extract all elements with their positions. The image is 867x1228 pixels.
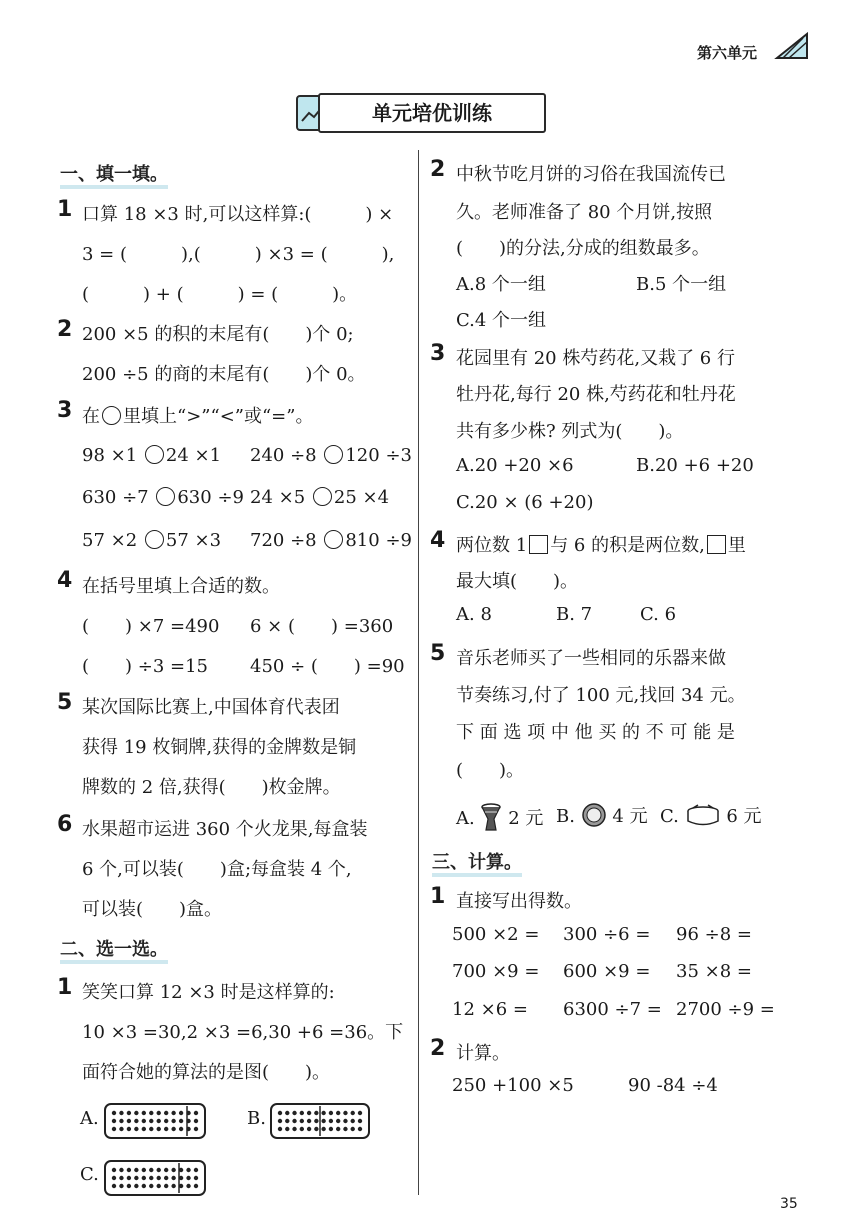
dot xyxy=(186,1184,190,1188)
r-q5-opt-b: B. 4 元 xyxy=(556,802,648,828)
q2-line1: 200 ×5 的积的末尾有( )个 0; xyxy=(82,324,354,345)
dot xyxy=(171,1127,175,1131)
dot xyxy=(149,1184,153,1188)
dot xyxy=(142,1119,146,1123)
q-number: 1 xyxy=(57,197,73,222)
dot xyxy=(314,1127,318,1131)
dot xyxy=(300,1127,304,1131)
dot xyxy=(300,1111,304,1115)
dot xyxy=(307,1127,311,1131)
q4-a: ( ) ×7 =490 xyxy=(82,616,220,637)
r-q3-line2: 牡丹花,每行 20 株,芍药花和牡丹花 xyxy=(456,384,736,405)
dot xyxy=(142,1111,146,1115)
q6-line1: 水果超市运进 360 个火龙果,每盒装 xyxy=(82,819,368,840)
dot xyxy=(157,1119,161,1123)
dot xyxy=(194,1111,198,1115)
dot xyxy=(351,1127,355,1131)
dot xyxy=(119,1119,123,1123)
column-divider xyxy=(418,150,419,1195)
q6-line2: 6 个,可以装( )盒;每盒装 4 个, xyxy=(82,859,352,880)
q5-line3: 牌数的 2 倍,获得( )枚金牌。 xyxy=(82,777,341,798)
dot xyxy=(321,1127,325,1131)
calc-item: 600 ×9 = xyxy=(563,961,651,982)
dot xyxy=(149,1119,153,1123)
section-calc: 三、计算。 xyxy=(432,848,522,874)
dot xyxy=(292,1127,296,1131)
dot xyxy=(149,1111,153,1115)
dot xyxy=(171,1168,175,1172)
dot xyxy=(285,1119,289,1123)
section-fill: 一、填一填。 xyxy=(60,160,168,186)
r-q4-line2: 最大填( )。 xyxy=(456,571,579,592)
q3-row: 98 ×1 24 ×1 xyxy=(82,445,222,466)
q-number: 1 xyxy=(430,884,446,909)
r-q3-opt-c: C.20 × (6 +20) xyxy=(456,492,594,513)
q-number: 1 xyxy=(57,975,73,1000)
dot xyxy=(127,1127,131,1131)
r-q2-opt-b: B.5 个一组 xyxy=(636,274,727,295)
dot xyxy=(119,1111,123,1115)
dot xyxy=(343,1127,347,1131)
dot xyxy=(300,1119,304,1123)
q4-line1: 在括号里填上合适的数。 xyxy=(82,576,280,597)
dot xyxy=(358,1111,362,1115)
dot xyxy=(134,1168,138,1172)
dot xyxy=(119,1127,123,1131)
dot xyxy=(292,1119,296,1123)
section-choose: 二、选一选。 xyxy=(60,935,168,961)
dot xyxy=(112,1111,116,1115)
r-q2-line2: 久。老师准备了 80 个月饼,按照 xyxy=(456,202,713,223)
option-a-label: A. xyxy=(80,1108,99,1129)
r-q4-line1: 两位数 1 与 6 的积是两位数, 里 xyxy=(456,535,746,556)
dot xyxy=(329,1127,333,1131)
dot xyxy=(112,1168,116,1172)
r-q5-line4: ( )。 xyxy=(456,760,525,781)
dot xyxy=(134,1119,138,1123)
calc-item: 6300 ÷7 = xyxy=(563,999,662,1020)
r-q7-line1: 计算。 xyxy=(456,1043,510,1064)
dot xyxy=(134,1176,138,1180)
dot xyxy=(119,1176,123,1180)
dot xyxy=(186,1168,190,1172)
dot xyxy=(134,1111,138,1115)
q-number: 2 xyxy=(57,317,73,342)
dot xyxy=(358,1127,362,1131)
square-box-icon xyxy=(707,535,726,554)
dot xyxy=(134,1127,138,1131)
dot xyxy=(194,1184,198,1188)
q6-line3: 可以装( )盒。 xyxy=(82,899,223,920)
dot xyxy=(329,1111,333,1115)
dot xyxy=(164,1184,168,1188)
dot xyxy=(292,1111,296,1115)
dot-array-figure-c xyxy=(104,1160,206,1196)
drum-djembe-icon xyxy=(480,802,502,832)
drum-icon xyxy=(685,804,721,828)
dot xyxy=(278,1111,282,1115)
option-c-label: C. xyxy=(80,1164,99,1185)
dot xyxy=(171,1176,175,1180)
q-number: 3 xyxy=(430,341,446,366)
page-title: 单元培优训练 xyxy=(318,93,546,133)
r-q5-line3: 下 面 选 项 中 他 买 的 不 可 能 是 xyxy=(456,722,735,743)
tambourine-icon xyxy=(581,802,607,828)
dot xyxy=(351,1111,355,1115)
dot xyxy=(119,1184,123,1188)
calc-item: 2700 ÷9 = xyxy=(676,999,775,1020)
q1-line2: 3 = ( ),( ) ×3 = ( ), xyxy=(82,244,395,265)
dot xyxy=(157,1184,161,1188)
q-number: 2 xyxy=(430,1036,446,1061)
calc-expr-2: 90 -84 ÷4 xyxy=(628,1075,718,1096)
calc-item: 35 ×8 = xyxy=(676,961,752,982)
r-q4-opt-b: B. 7 xyxy=(556,604,593,625)
dot xyxy=(278,1127,282,1131)
r-q2-line1: 中秋节吃月饼的习俗在我国流传已 xyxy=(456,164,726,185)
dot xyxy=(112,1184,116,1188)
r-q2-opt-c: C.4 个一组 xyxy=(456,310,547,331)
dot xyxy=(321,1119,325,1123)
dot xyxy=(157,1127,161,1131)
dot xyxy=(314,1119,318,1123)
r-q4-opt-c: C. 6 xyxy=(640,604,677,625)
q-number: 4 xyxy=(57,568,73,593)
dot xyxy=(336,1127,340,1131)
calc-item: 12 ×6 = xyxy=(452,999,528,1020)
q-number: 5 xyxy=(430,641,446,666)
dot xyxy=(336,1111,340,1115)
dot xyxy=(343,1111,347,1115)
q4-d: 450 ÷ ( ) =90 xyxy=(250,656,405,677)
calc-item: 500 ×2 = xyxy=(452,924,540,945)
r-q2-opt-a: A.8 个一组 xyxy=(456,274,546,295)
q4-b: 6 × ( ) =360 xyxy=(250,616,394,637)
dot xyxy=(194,1176,198,1180)
dot xyxy=(112,1176,116,1180)
dot xyxy=(194,1127,198,1131)
dot xyxy=(336,1119,340,1123)
dot xyxy=(164,1111,168,1115)
dot xyxy=(112,1119,116,1123)
dot xyxy=(329,1119,333,1123)
dot xyxy=(127,1176,131,1180)
dot xyxy=(307,1111,311,1115)
r-q5-opt-a: A. 2 元 xyxy=(456,802,543,832)
calc-item: 96 ÷8 = xyxy=(676,924,752,945)
dot xyxy=(179,1111,183,1115)
dot xyxy=(186,1176,190,1180)
q3-row: 240 ÷8 120 ÷3 xyxy=(250,445,412,466)
r-q3-line3: 共有多少株? 列式为( )。 xyxy=(456,421,684,442)
dot xyxy=(112,1127,116,1131)
q3-row: 630 ÷7 630 ÷9 xyxy=(82,487,244,508)
section-title-banner xyxy=(296,93,546,133)
dot xyxy=(278,1119,282,1123)
dot xyxy=(127,1184,131,1188)
q4-c: ( ) ÷3 =15 xyxy=(82,656,209,677)
dot xyxy=(127,1168,131,1172)
dot xyxy=(119,1168,123,1172)
q-number: 6 xyxy=(57,812,73,837)
dot xyxy=(285,1111,289,1115)
dot xyxy=(127,1111,131,1115)
dot xyxy=(164,1176,168,1180)
r-q3-opt-a: A.20 +20 ×6 xyxy=(456,455,574,476)
q3-row: 57 ×2 57 ×3 xyxy=(82,530,222,551)
circle-icon xyxy=(102,406,121,425)
dot xyxy=(164,1119,168,1123)
r-q6-line1: 直接写出得数。 xyxy=(456,891,582,912)
q-number: 2 xyxy=(430,157,446,182)
dot xyxy=(149,1176,153,1180)
q2-line2: 200 ÷5 的商的末尾有( )个 0。 xyxy=(82,364,366,385)
dot xyxy=(285,1127,289,1131)
dot xyxy=(142,1184,146,1188)
ruler-triangle-icon xyxy=(773,30,813,62)
dot xyxy=(307,1119,311,1123)
q-number: 4 xyxy=(430,528,446,553)
dot-array-figure-a xyxy=(104,1103,206,1139)
dot xyxy=(164,1168,168,1172)
calc-item: 700 ×9 = xyxy=(452,961,540,982)
dot xyxy=(134,1184,138,1188)
dot xyxy=(157,1111,161,1115)
q5-line2: 获得 19 枚铜牌,获得的金牌数是铜 xyxy=(82,737,357,758)
dot xyxy=(157,1168,161,1172)
option-b-label: B. xyxy=(247,1108,266,1129)
dot xyxy=(194,1119,198,1123)
dot xyxy=(321,1111,325,1115)
square-box-icon xyxy=(529,535,548,554)
r-q3-line1: 花园里有 20 株芍药花,又栽了 6 行 xyxy=(456,348,735,369)
r-q5-line1: 音乐老师买了一些相同的乐器来做 xyxy=(456,648,726,669)
q-number: 5 xyxy=(57,690,73,715)
dot xyxy=(127,1119,131,1123)
dot xyxy=(314,1111,318,1115)
r-q3-opt-b: B.20 +6 +20 xyxy=(636,455,754,476)
dot xyxy=(157,1176,161,1180)
calc-item: 300 ÷6 = xyxy=(563,924,651,945)
q1-line3: ( ) + ( ) = ( )。 xyxy=(82,284,358,305)
dot xyxy=(358,1119,362,1123)
q7-line2: 10 ×3 =30,2 ×3 =6,30 +6 =36。下 xyxy=(82,1022,404,1043)
dot xyxy=(149,1168,153,1172)
q3-row: 24 ×5 25 ×4 xyxy=(250,487,390,508)
q1-line1: 口算 18 ×3 时,可以这样算:( ) × xyxy=(82,204,394,225)
dot xyxy=(149,1127,153,1131)
dot xyxy=(179,1119,183,1123)
dot xyxy=(142,1176,146,1180)
q7-line1: 笑笑口算 12 ×3 时是这样算的: xyxy=(82,982,335,1003)
r-q4-opt-a: A. 8 xyxy=(456,604,492,625)
dot xyxy=(142,1127,146,1131)
dot xyxy=(194,1168,198,1172)
unit-label: 第六单元 xyxy=(697,44,758,62)
dot xyxy=(142,1168,146,1172)
r-q5-line2: 节奏练习,付了 100 元,找回 34 元。 xyxy=(456,685,746,706)
page-number: 35 xyxy=(780,1196,798,1212)
dot-array-figure-b xyxy=(270,1103,370,1139)
dot xyxy=(343,1119,347,1123)
q3-line1: 在 里填上“>”“<”或“=”。 xyxy=(82,406,314,427)
dot xyxy=(351,1119,355,1123)
q-number: 3 xyxy=(57,398,73,423)
dot xyxy=(179,1127,183,1131)
q7-line3: 面符合她的算法的是图( )。 xyxy=(82,1062,331,1083)
r-q2-line3: ( )的分法,分成的组数最多。 xyxy=(456,238,710,259)
dot xyxy=(171,1119,175,1123)
dot xyxy=(171,1184,175,1188)
q5-line1: 某次国际比赛上,中国体育代表团 xyxy=(82,697,340,718)
dot xyxy=(171,1111,175,1115)
r-q5-opt-c: C. 6 元 xyxy=(660,806,762,827)
dot xyxy=(164,1127,168,1131)
calc-expr-1: 250 +100 ×5 xyxy=(452,1075,574,1096)
q3-row: 720 ÷8 810 ÷9 xyxy=(250,530,412,551)
